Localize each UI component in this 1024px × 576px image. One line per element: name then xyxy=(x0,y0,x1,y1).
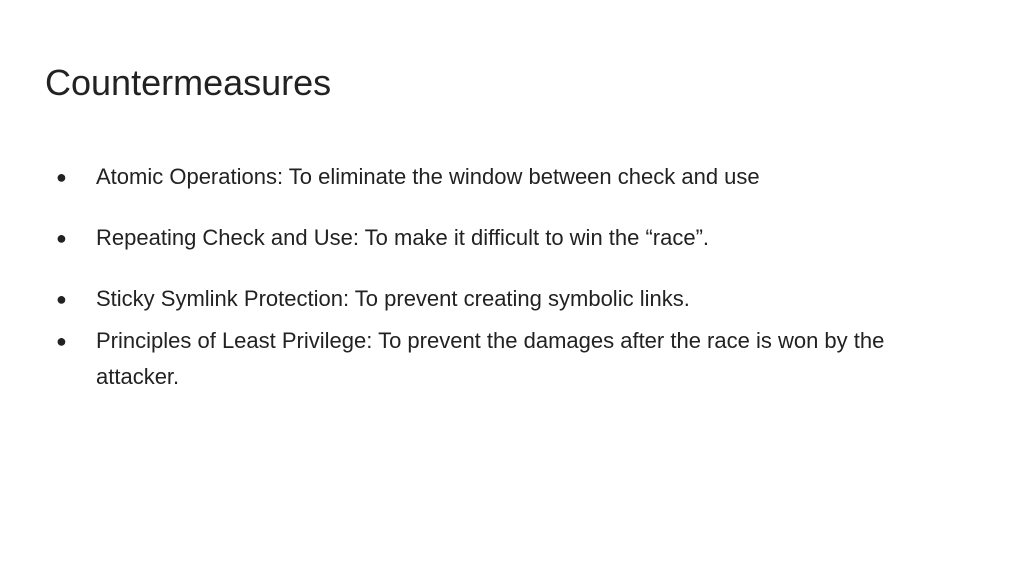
bullet-text: Sticky Symlink Protection: To prevent creating symbolic links. xyxy=(96,286,690,311)
list-item xyxy=(56,220,976,256)
list-item xyxy=(56,323,976,395)
slide-title: Countermeasures xyxy=(45,62,332,103)
bullet-text: Repeating Check and Use: To make it difficult to win the “race”. xyxy=(96,225,710,250)
bullet-dot-icon: ● xyxy=(56,289,67,309)
bullet-text: Atomic Operations: To eliminate the window between check and use xyxy=(96,164,760,189)
list-item xyxy=(56,159,976,195)
bullet-dot-icon: ● xyxy=(56,167,67,187)
bullet-dot-icon: ● xyxy=(56,228,67,248)
bullet-text: Principles of Least Privilege: To prevent the damages after the race is won by the attacker. xyxy=(96,328,885,389)
bullet-dot-icon: ● xyxy=(56,331,67,351)
list-item xyxy=(56,281,976,317)
